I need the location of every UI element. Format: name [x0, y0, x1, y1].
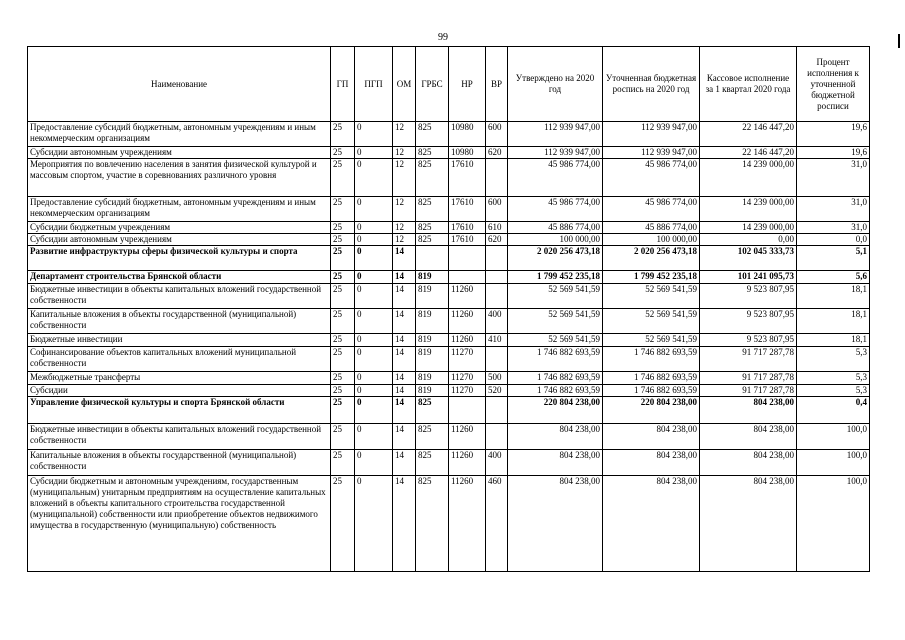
cell-refined: 45 986 774,00 [603, 159, 700, 197]
cell-name: Межбюджетные трансферты [28, 372, 331, 385]
budget-table [27, 46, 870, 572]
cell-name: Капитальные вложения в объекты государственной (муниципальной) собственности [28, 450, 331, 476]
cell-cash: 22 146 447,20 [700, 122, 797, 147]
cell-vr: 400 [486, 309, 508, 334]
cell-om: 14 [393, 385, 416, 397]
cell-cash: 9 523 807,95 [700, 284, 797, 309]
cell-pgp: 0 [355, 372, 393, 385]
cell-om: 14 [393, 309, 416, 334]
cell-grbs: 825 [416, 197, 449, 222]
cell-vr [486, 284, 508, 309]
cell-nr: 11270 [449, 347, 486, 372]
cell-gp: 25 [331, 450, 355, 476]
cell-approved: 45 986 774,00 [508, 197, 603, 222]
cell-name: Управление физической культуры и спорта Брянской области [28, 397, 331, 424]
cell-pgp: 0 [355, 246, 393, 271]
cell-om: 14 [393, 397, 416, 424]
cell-pgp: 0 [355, 450, 393, 476]
header-pgp: ПГП [355, 47, 393, 122]
margin-mark [898, 34, 900, 48]
cell-pgp: 0 [355, 347, 393, 372]
cell-approved: 804 238,00 [508, 476, 603, 572]
cell-name: Мероприятия по вовлечению населения в занятия физической культурой и массовым спортом, участие в соревнованиях различного уровня [28, 159, 331, 197]
table-row [28, 234, 870, 246]
cell-percent: 5,3 [797, 385, 870, 397]
cell-om: 14 [393, 450, 416, 476]
header-nr: НР [449, 47, 486, 122]
cell-cash: 14 239 000,00 [700, 197, 797, 222]
cell-name: Развитие инфраструктуры сферы физической культуры и спорта [28, 246, 331, 271]
cell-vr [486, 397, 508, 424]
cell-pgp: 0 [355, 385, 393, 397]
cell-refined: 45 886 774,00 [603, 222, 700, 234]
cell-percent: 100,0 [797, 476, 870, 572]
cell-refined: 804 238,00 [603, 424, 700, 450]
cell-gp: 25 [331, 234, 355, 246]
cell-grbs: 819 [416, 284, 449, 309]
table-row [28, 271, 870, 284]
cell-om: 12 [393, 159, 416, 197]
cell-name: Софинансирование объектов капитальных вложений муниципальной собственности [28, 347, 331, 372]
cell-nr: 17610 [449, 159, 486, 197]
cell-refined: 100 000,00 [603, 234, 700, 246]
cell-cash: 14 239 000,00 [700, 222, 797, 234]
cell-nr: 11270 [449, 372, 486, 385]
cell-nr: 17610 [449, 222, 486, 234]
cell-gp: 25 [331, 159, 355, 197]
cell-approved: 45 886 774,00 [508, 222, 603, 234]
header-approved: Утверждено на 2020 год [508, 47, 603, 122]
cell-pgp: 0 [355, 222, 393, 234]
cell-nr: 10980 [449, 147, 486, 159]
header-name: Наименование [28, 47, 331, 122]
table-row [28, 222, 870, 234]
cell-name: Субсидии [28, 385, 331, 397]
cell-name: Субсидии бюджетным и автономным учреждениям, государственным (муниципальным) унитарным предприятиям на осуществление капитальных вложений в объекты капитального строительства государственной (муниципальной) собственности или приобретение объектов недвижимого имущества в государственную (муниципальную) собственность [28, 476, 331, 572]
cell-cash: 91 717 287,78 [700, 385, 797, 397]
cell-percent: 19,6 [797, 147, 870, 159]
cell-nr: 11260 [449, 476, 486, 572]
table-row [28, 159, 870, 197]
cell-grbs: 819 [416, 347, 449, 372]
cell-percent: 18,1 [797, 284, 870, 309]
cell-name: Субсидии автономным учреждениям [28, 234, 331, 246]
cell-approved: 220 804 238,00 [508, 397, 603, 424]
cell-nr [449, 271, 486, 284]
cell-cash: 14 239 000,00 [700, 159, 797, 197]
cell-pgp: 0 [355, 476, 393, 572]
cell-nr [449, 246, 486, 271]
cell-nr: 11260 [449, 424, 486, 450]
cell-om: 12 [393, 197, 416, 222]
cell-om: 14 [393, 284, 416, 309]
cell-name: Бюджетные инвестиции в объекты капитальных вложений государственной собственности [28, 424, 331, 450]
cell-approved: 52 569 541,59 [508, 334, 603, 347]
table-row [28, 246, 870, 271]
cell-om: 14 [393, 271, 416, 284]
cell-gp: 25 [331, 309, 355, 334]
cell-nr: 11260 [449, 309, 486, 334]
cell-grbs: 825 [416, 159, 449, 197]
cell-refined: 2 020 256 473,18 [603, 246, 700, 271]
cell-vr: 500 [486, 372, 508, 385]
cell-percent: 5,3 [797, 372, 870, 385]
cell-cash: 101 241 095,73 [700, 271, 797, 284]
cell-vr: 410 [486, 334, 508, 347]
cell-vr [486, 159, 508, 197]
table-row [28, 197, 870, 222]
table-row [28, 424, 870, 450]
cell-cash: 804 238,00 [700, 424, 797, 450]
cell-percent: 18,1 [797, 309, 870, 334]
header-cash: Кассовое исполнение за 1 квартал 2020 года [700, 47, 797, 122]
cell-gp: 25 [331, 284, 355, 309]
cell-refined: 1 746 882 693,59 [603, 372, 700, 385]
table-row [28, 450, 870, 476]
cell-nr [449, 397, 486, 424]
cell-percent: 31,0 [797, 222, 870, 234]
cell-name: Департамент строительства Брянской области [28, 271, 331, 284]
cell-pgp: 0 [355, 334, 393, 347]
cell-gp: 25 [331, 271, 355, 284]
table-row [28, 347, 870, 372]
cell-nr: 10980 [449, 122, 486, 147]
table-row [28, 372, 870, 385]
table-row [28, 309, 870, 334]
cell-vr [486, 246, 508, 271]
cell-approved: 52 569 541,59 [508, 309, 603, 334]
cell-cash: 91 717 287,78 [700, 372, 797, 385]
cell-grbs: 825 [416, 476, 449, 572]
cell-nr: 17610 [449, 234, 486, 246]
header-percent: Процент исполнения к уточненной бюджетной росписи [797, 47, 870, 122]
cell-approved: 804 238,00 [508, 424, 603, 450]
cell-pgp: 0 [355, 424, 393, 450]
cell-refined: 1 799 452 235,18 [603, 271, 700, 284]
cell-refined: 112 939 947,00 [603, 122, 700, 147]
cell-gp: 25 [331, 385, 355, 397]
cell-vr [486, 424, 508, 450]
cell-cash: 9 523 807,95 [700, 309, 797, 334]
cell-percent: 31,0 [797, 197, 870, 222]
cell-vr [486, 347, 508, 372]
cell-percent: 19,6 [797, 122, 870, 147]
cell-approved: 1 799 452 235,18 [508, 271, 603, 284]
cell-name: Субсидии бюджетным учреждениям [28, 222, 331, 234]
cell-percent: 18,1 [797, 334, 870, 347]
cell-grbs: 819 [416, 271, 449, 284]
cell-om: 14 [393, 246, 416, 271]
cell-om: 12 [393, 222, 416, 234]
cell-vr: 620 [486, 147, 508, 159]
cell-vr: 610 [486, 222, 508, 234]
cell-cash: 804 238,00 [700, 397, 797, 424]
cell-refined: 220 804 238,00 [603, 397, 700, 424]
cell-cash: 91 717 287,78 [700, 347, 797, 372]
header-grbs: ГРБС [416, 47, 449, 122]
cell-om: 12 [393, 122, 416, 147]
cell-vr: 520 [486, 385, 508, 397]
cell-pgp: 0 [355, 159, 393, 197]
cell-approved: 45 986 774,00 [508, 159, 603, 197]
table-row [28, 147, 870, 159]
cell-vr: 620 [486, 234, 508, 246]
cell-name: Субсидии автономным учреждениям [28, 147, 331, 159]
cell-vr: 600 [486, 122, 508, 147]
cell-nr: 11260 [449, 450, 486, 476]
cell-name: Предоставление субсидий бюджетным, автономным учреждениям и иным некоммерческим организациям [28, 197, 331, 222]
cell-nr: 11270 [449, 385, 486, 397]
cell-refined: 1 746 882 693,59 [603, 347, 700, 372]
cell-gp: 25 [331, 147, 355, 159]
cell-grbs: 825 [416, 424, 449, 450]
cell-pgp: 0 [355, 147, 393, 159]
cell-approved: 100 000,00 [508, 234, 603, 246]
cell-refined: 52 569 541,59 [603, 309, 700, 334]
cell-gp: 25 [331, 397, 355, 424]
page-number: 99 [438, 32, 448, 43]
cell-percent: 0,4 [797, 397, 870, 424]
cell-percent: 0,0 [797, 234, 870, 246]
cell-grbs: 819 [416, 309, 449, 334]
cell-approved: 112 939 947,00 [508, 147, 603, 159]
cell-refined: 112 939 947,00 [603, 147, 700, 159]
cell-refined: 52 569 541,59 [603, 284, 700, 309]
cell-gp: 25 [331, 347, 355, 372]
cell-grbs: 825 [416, 122, 449, 147]
header-om: ОМ [393, 47, 416, 122]
cell-refined: 52 569 541,59 [603, 334, 700, 347]
cell-cash: 102 045 333,73 [700, 246, 797, 271]
cell-om: 12 [393, 234, 416, 246]
cell-name: Предоставление субсидий бюджетным, автономным учреждениям и иным некоммерческим организациям [28, 122, 331, 147]
cell-cash: 9 523 807,95 [700, 334, 797, 347]
cell-cash: 22 146 447,20 [700, 147, 797, 159]
cell-cash: 0,00 [700, 234, 797, 246]
table-body [28, 122, 870, 572]
cell-refined: 804 238,00 [603, 450, 700, 476]
cell-gp: 25 [331, 222, 355, 234]
header-vr: ВР [486, 47, 508, 122]
cell-pgp: 0 [355, 122, 393, 147]
table-row [28, 334, 870, 347]
cell-om: 14 [393, 347, 416, 372]
table-row [28, 385, 870, 397]
cell-grbs: 819 [416, 385, 449, 397]
cell-om: 12 [393, 147, 416, 159]
cell-refined: 45 986 774,00 [603, 197, 700, 222]
cell-percent: 5,3 [797, 347, 870, 372]
table-row [28, 284, 870, 309]
cell-om: 14 [393, 372, 416, 385]
cell-gp: 25 [331, 424, 355, 450]
cell-vr [486, 271, 508, 284]
cell-name: Капитальные вложения в объекты государственной (муниципальной) собственности [28, 309, 331, 334]
cell-gp: 25 [331, 476, 355, 572]
cell-grbs: 819 [416, 334, 449, 347]
cell-name: Бюджетные инвестиции [28, 334, 331, 347]
table-row [28, 476, 870, 572]
cell-grbs: 819 [416, 372, 449, 385]
cell-om: 14 [393, 334, 416, 347]
cell-om: 14 [393, 476, 416, 572]
cell-nr: 11260 [449, 334, 486, 347]
cell-percent: 5,1 [797, 246, 870, 271]
cell-cash: 804 238,00 [700, 476, 797, 572]
cell-grbs: 825 [416, 397, 449, 424]
table-row [28, 122, 870, 147]
cell-approved: 112 939 947,00 [508, 122, 603, 147]
cell-nr: 11260 [449, 284, 486, 309]
cell-gp: 25 [331, 197, 355, 222]
cell-grbs: 825 [416, 450, 449, 476]
cell-pgp: 0 [355, 197, 393, 222]
cell-pgp: 0 [355, 271, 393, 284]
cell-grbs: 825 [416, 147, 449, 159]
table-row [28, 397, 870, 424]
cell-grbs: 825 [416, 222, 449, 234]
cell-grbs: 825 [416, 234, 449, 246]
header-row [28, 47, 870, 122]
cell-cash: 804 238,00 [700, 450, 797, 476]
cell-approved: 804 238,00 [508, 450, 603, 476]
cell-vr: 460 [486, 476, 508, 572]
cell-approved: 1 746 882 693,59 [508, 347, 603, 372]
cell-refined: 804 238,00 [603, 476, 700, 572]
cell-pgp: 0 [355, 309, 393, 334]
cell-percent: 100,0 [797, 450, 870, 476]
cell-name: Бюджетные инвестиции в объекты капитальных вложений государственной собственности [28, 284, 331, 309]
cell-gp: 25 [331, 372, 355, 385]
header-refined: Уточненная бюджетная роспись на 2020 год [603, 47, 700, 122]
cell-gp: 25 [331, 122, 355, 147]
cell-refined: 1 746 882 693,59 [603, 385, 700, 397]
cell-pgp: 0 [355, 284, 393, 309]
cell-vr: 600 [486, 197, 508, 222]
cell-grbs [416, 246, 449, 271]
cell-om: 14 [393, 424, 416, 450]
cell-approved: 1 746 882 693,59 [508, 385, 603, 397]
cell-pgp: 0 [355, 397, 393, 424]
cell-vr: 400 [486, 450, 508, 476]
cell-gp: 25 [331, 246, 355, 271]
cell-gp: 25 [331, 334, 355, 347]
cell-approved: 1 746 882 693,59 [508, 372, 603, 385]
cell-pgp: 0 [355, 234, 393, 246]
cell-percent: 5,6 [797, 271, 870, 284]
cell-approved: 52 569 541,59 [508, 284, 603, 309]
cell-percent: 100,0 [797, 424, 870, 450]
cell-percent: 31,0 [797, 159, 870, 197]
cell-nr: 17610 [449, 197, 486, 222]
cell-approved: 2 020 256 473,18 [508, 246, 603, 271]
header-gp: ГП [331, 47, 355, 122]
